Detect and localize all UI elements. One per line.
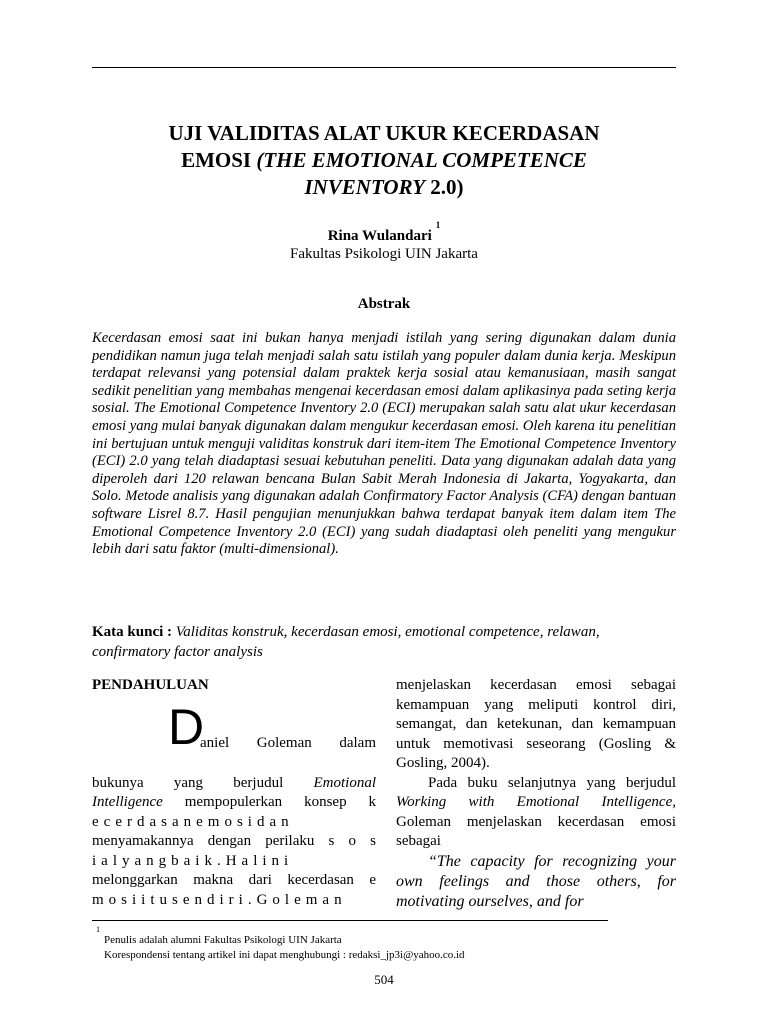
dropcap-line	[92, 698, 376, 762]
title-line-2-pre: EMOSI	[181, 148, 257, 172]
abstract-heading: Abstrak	[357, 296, 411, 312]
right-paragraph-2-italic: Working with Emotional Intelligence,	[396, 794, 676, 810]
keywords	[92, 622, 676, 662]
right-paragraph-2-pre: Pada buku selanjutnya yang berjudul	[428, 774, 676, 791]
author-name-text: Rina Wulandari	[327, 228, 432, 244]
intro-line-2-post: mempopulerkan konsep k	[162, 794, 376, 810]
title-line-2	[92, 147, 676, 174]
abstract-text: Kecerdasan emosi saat ini bukan hanya menjadi istilah yang sering digunakan dalam dunia pendidikan namun juga telah menjadi salah satu istilah yang populer dalam dunia kerja. Meskipun terdapat relevansi yang potensial dalam praktek kerja sosial atau kemanusiaan, masih sangat sedikit penelitian yang membahas mengenai kecerdasan emosi dalam aplikasinya pada seting kerja sosial. The Emotional Competence Inventory 2.0 (ECI) merupakan salah satu alat ukur kecerdasan emosi yang mulai banyak digunakan dalam mengukur kecerdasan emosi. Oleh karena itu penelitian ini bertujuan untuk menguji validitas konstruk dari item-item The Emotional Competence Inventory (ECI) 2.0 yang telah diadaptasi sesuai kebutuhan peneliti. Data yang digunakan adalah data yang diperoleh dari 120 relawan bencana Bulan Sabit Merah Indonesia di Jakarta, Yogyakarta, dan Solo. Metode analisis yang digunakan adalah Confirmatory Factor Analysis (CFA) dengan bantuan software Lisrel 8.7. Hasil pengujian menunjukkan bahwa terdapat banyak item dalam item The Emotional Competence Inventory 2.0 (ECI) yang sudah diadaptasi oleh peneliti yang mengukur lebih dari satu faktor (multi-dimensional).	[92, 330, 676, 558]
goleman-quote: “The capacity for recognizing your own feelings and those others, for motivating ourselves, and for	[396, 852, 676, 910]
right-paragraph-1: menjelaskan kecerdasan emosi sebagai kemampuan yang meliputi kontrol diri, semangat, dan ketekunan, dan kemampuan untuk memotivasi seseorang (Gosling & Gosling, 2004).	[396, 677, 676, 771]
dropcap-rest: aniel Goleman dalam	[200, 734, 376, 751]
intro-line: mosiitusendiri.Goleman	[92, 891, 347, 908]
top-rule	[92, 67, 676, 68]
intro-line: melonggarkan makna dari kecerdasan e	[92, 872, 376, 888]
footnote-line-2: Korespondensi tentang artikel ini dapat menghubungi : redaksi_jp3i@yahoo.co.id	[104, 949, 465, 961]
intro-line: menyamakannya dengan perilaku s o s	[92, 833, 376, 849]
keywords-text: Validitas konstruk, kecerdasan emosi, emotional competence, relawan, confirmatory factor analysis	[92, 624, 600, 660]
title-line-3	[92, 174, 676, 201]
left-column	[92, 676, 376, 910]
footnote-rule	[92, 920, 608, 921]
title-line-2-italic: (THE EMOTIONAL COMPETENCE	[256, 148, 587, 172]
section-heading: PENDAHULUAN	[92, 677, 209, 693]
dropcap: D	[168, 698, 205, 755]
intro-line	[92, 793, 376, 813]
title-line-3-italic: INVENTORY	[304, 175, 426, 199]
right-column	[396, 676, 676, 912]
page-number: 504	[374, 972, 394, 987]
intro-body	[92, 774, 376, 911]
title-line-3-post: 2.0)	[425, 175, 464, 199]
paper-title	[92, 120, 676, 201]
right-paragraph-2	[396, 774, 676, 852]
intro-line-2-italic: Intelligence	[92, 794, 163, 810]
intro-line: ialyangbaik.Halini	[92, 852, 294, 869]
right-paragraph-2-post: Goleman menjelaskan kecerdasan emosi sebagai	[396, 813, 676, 849]
keywords-label: Kata kunci :	[92, 624, 173, 640]
intro-line	[92, 774, 376, 794]
author-name	[92, 220, 676, 245]
intro-line-1-pre: bukunya yang berjudul	[92, 774, 314, 791]
footnote-mark: 1	[96, 925, 100, 934]
intro-line-1-italic: Emotional	[313, 774, 376, 791]
title-line-1: UJI VALIDITAS ALAT UKUR KECERDASAN	[168, 121, 600, 145]
footnote-line-1: Penulis adalah alumni Fakultas Psikologi UIN Jakarta	[104, 934, 342, 946]
footnote-text	[104, 933, 465, 963]
intro-line: ecerdasanemosidan	[92, 813, 294, 830]
author-affiliation: Fakultas Psikologi UIN Jakarta	[290, 246, 478, 262]
author-footnote-mark: 1	[435, 220, 441, 230]
